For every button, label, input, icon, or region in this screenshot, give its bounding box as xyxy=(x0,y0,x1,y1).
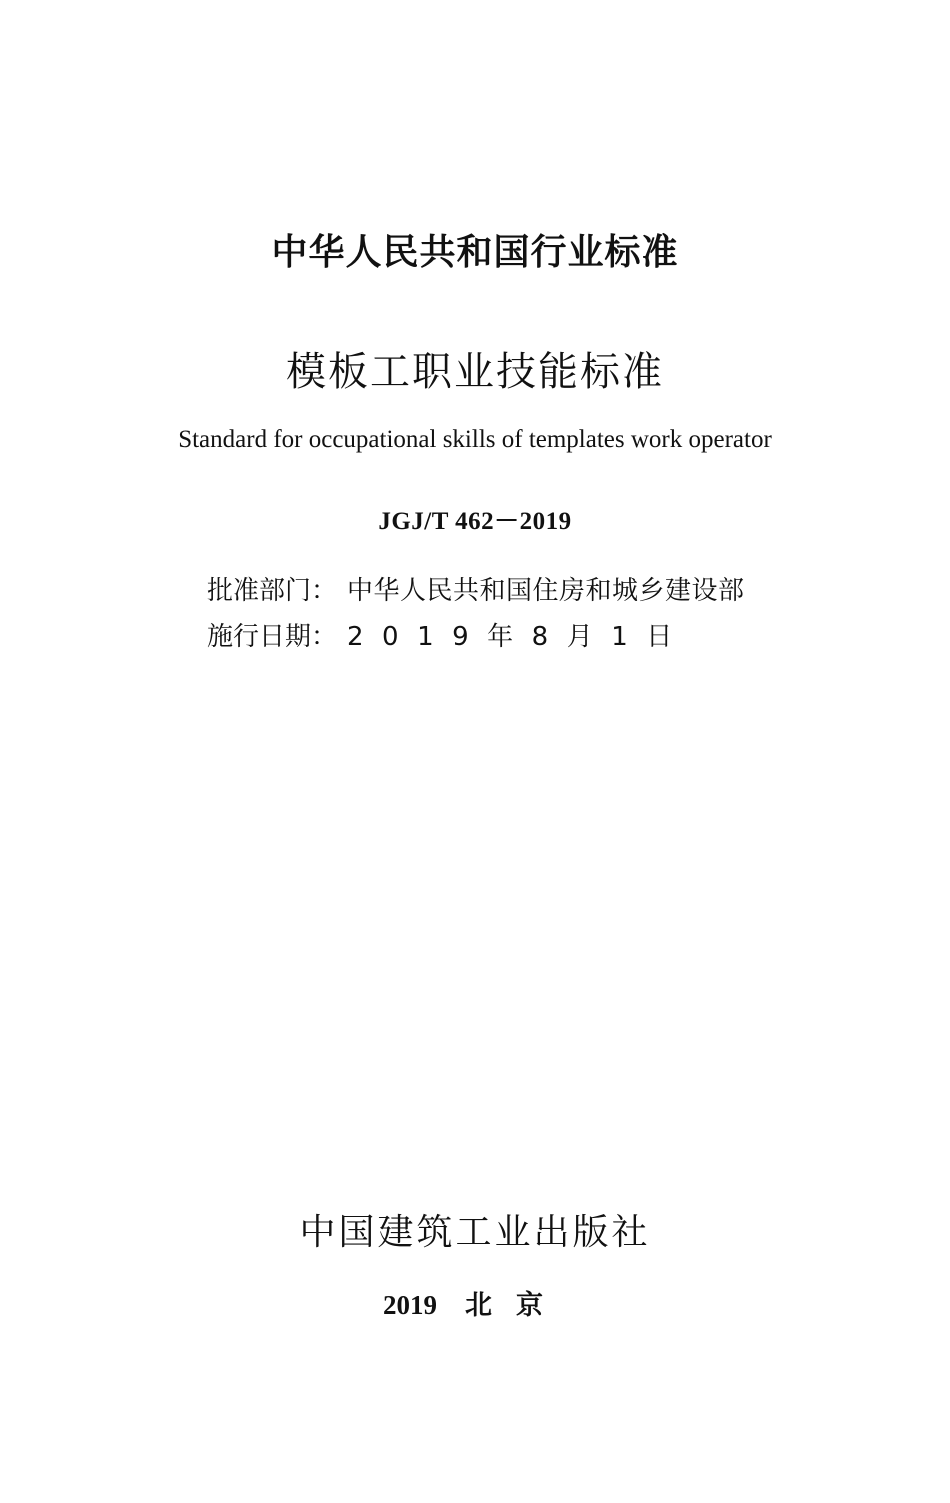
approval-value: 中华人民共和国住房和城乡建设部 xyxy=(347,576,745,606)
standard-code: JGJ/T 462－2019 xyxy=(378,508,572,535)
effective-value: 2019年8月1日 xyxy=(347,622,691,652)
effective-label: 施行日期： xyxy=(207,622,338,652)
approval-department-row xyxy=(207,570,827,607)
standard-title-chinese: 模板工职业技能标准 xyxy=(286,349,664,395)
approval-label: 批准部门： xyxy=(207,576,338,606)
standard-category: 中华人民共和国行业标准 xyxy=(271,232,679,273)
publication-city: 北京 xyxy=(465,1290,567,1321)
publication-year-place xyxy=(0,1283,950,1322)
effective-date-row xyxy=(207,616,827,653)
standard-title-english: Standard for occupational skills of templates work operator xyxy=(178,426,772,453)
publisher-name: 中国建筑工业出版社 xyxy=(299,1212,651,1253)
publication-year: 2019 xyxy=(383,1290,437,1320)
